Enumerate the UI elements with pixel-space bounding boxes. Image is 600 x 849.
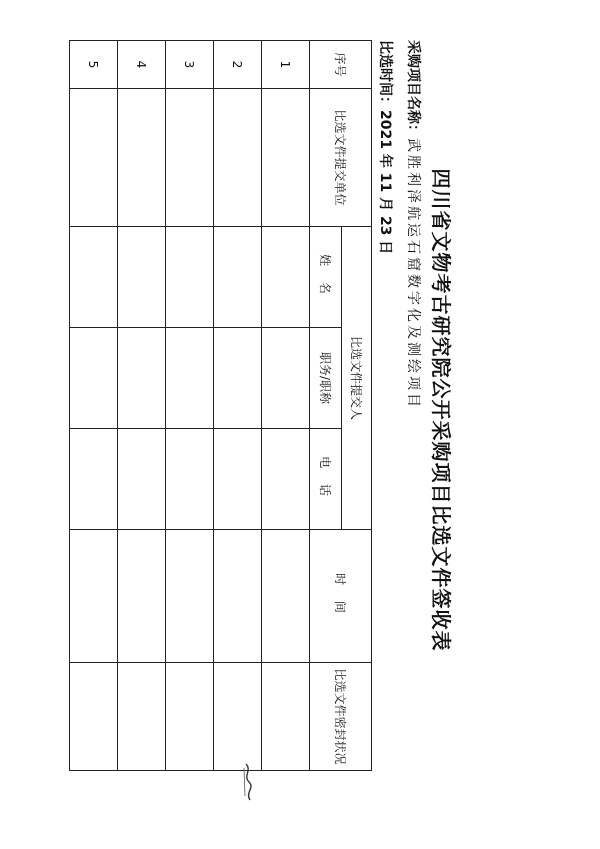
cell-time[interactable] <box>166 530 214 663</box>
cell-name[interactable] <box>118 227 166 328</box>
table-row <box>262 41 310 771</box>
cell-unit[interactable] <box>70 89 118 227</box>
header-submitter: 比选文件提交人 <box>342 227 372 530</box>
header-unit: 比选文件提交单位 <box>310 89 372 227</box>
cell-seal[interactable] <box>118 663 166 771</box>
cell-unit[interactable] <box>166 89 214 227</box>
cell-name[interactable] <box>70 227 118 328</box>
cell-name[interactable] <box>214 227 262 328</box>
table-header-row <box>342 41 372 771</box>
project-label: 采购项目名称： <box>405 40 421 138</box>
project-name: 武胜利泽航运石窟数字化及测绘项目 <box>405 138 421 410</box>
cell-num: 3 <box>166 41 214 89</box>
cell-name[interactable] <box>262 227 310 328</box>
table-row <box>214 41 262 771</box>
cell-seal[interactable] <box>70 663 118 771</box>
header-position: 职务/职称 <box>310 328 342 429</box>
cell-seal[interactable] <box>166 663 214 771</box>
table-row <box>118 41 166 771</box>
cell-time[interactable] <box>262 530 310 663</box>
cell-phone[interactable] <box>262 429 310 530</box>
cell-num: 1 <box>262 41 310 89</box>
header-serial: 序号 <box>310 41 372 89</box>
table-row <box>166 41 214 771</box>
cell-num: 2 <box>214 41 262 89</box>
cell-phone[interactable] <box>70 429 118 530</box>
cell-phone[interactable] <box>118 429 166 530</box>
cell-time[interactable] <box>118 530 166 663</box>
cell-name[interactable] <box>166 227 214 328</box>
sign-in-table <box>69 40 372 771</box>
project-line <box>404 40 424 410</box>
cell-position[interactable] <box>166 328 214 429</box>
cell-unit[interactable] <box>214 89 262 227</box>
date-line <box>376 40 396 254</box>
cell-unit[interactable] <box>262 89 310 227</box>
header-phone: 电 话 <box>310 429 342 530</box>
page-title: 四川省文物考古研究院公开采购项目比选文件签收表 <box>429 168 453 652</box>
cell-num: 4 <box>118 41 166 89</box>
cell-seal[interactable] <box>214 663 262 771</box>
table-row <box>70 41 118 771</box>
cell-position[interactable] <box>262 328 310 429</box>
date-value: 2021 年 11 月 23 日 <box>377 110 393 255</box>
date-label: 比选时间： <box>377 40 393 110</box>
cell-position[interactable] <box>70 328 118 429</box>
cell-phone[interactable] <box>214 429 262 530</box>
header-time: 时 间 <box>310 530 372 663</box>
cell-time[interactable] <box>70 530 118 663</box>
cell-phone[interactable] <box>166 429 214 530</box>
cell-num: 5 <box>70 41 118 89</box>
header-name: 姓 名 <box>310 227 342 328</box>
cell-position[interactable] <box>214 328 262 429</box>
handwritten-mark <box>241 762 255 802</box>
cell-unit[interactable] <box>118 89 166 227</box>
cell-position[interactable] <box>118 328 166 429</box>
cell-seal[interactable] <box>262 663 310 771</box>
header-seal: 比选文件密封状况 <box>310 663 372 771</box>
cell-time[interactable] <box>214 530 262 663</box>
